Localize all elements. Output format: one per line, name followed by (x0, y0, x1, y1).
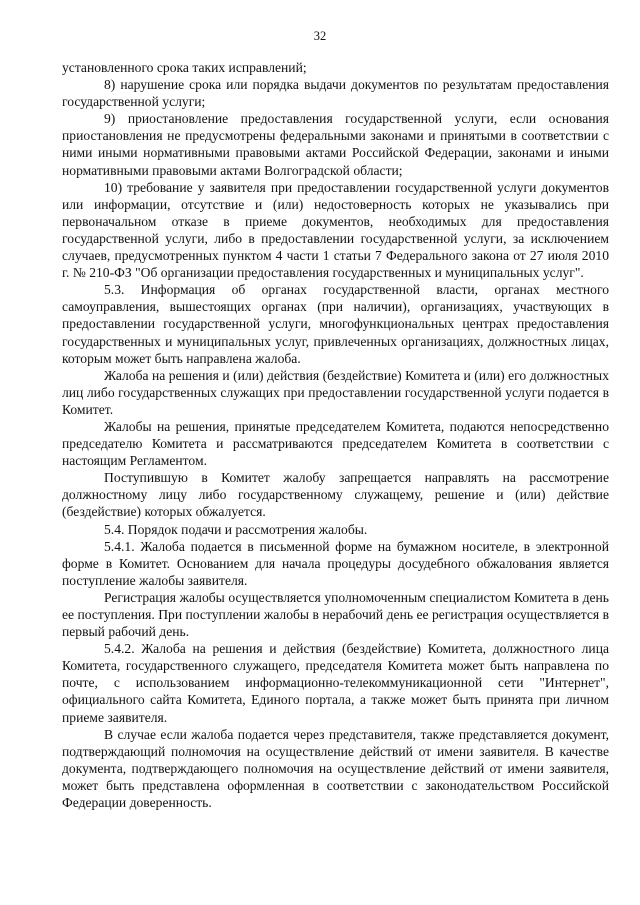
paragraph-5-4-2: 5.4.2. Жалоба на решения и действия (бездействие) Комитета, должностного лица Комитета, государственного служащего, председателя Комитета может быть направлена по почте, с использованием информационно-телекоммуникационной сети "Интернет", официального сайта Комитета, Единого портала, а также может быть принята при личном приеме заявителя. (62, 641, 609, 725)
page-number: 32 (313, 29, 327, 43)
paragraph-registration: Регистрация жалобы осуществляется уполномоченным специалистом Комитета в день ее поступления. При поступлении жалобы в нерабочий день ее регистрация осуществляется в первый рабочий день. (62, 589, 609, 640)
paragraph-complaint-committee: Жалоба на решения и (или) действия (бездействие) Комитета и (или) его должностных лиц либо государственных служащих при предоставлении государственной услуги подается в Комитет. (62, 367, 609, 417)
paragraph-5-3: 5.3. Информация об органах государственной власти, органах местного самоуправления, вышестоящих органах (при наличии), организациях, участвующих в предоставлении государственной услуги, многофункциональных центрах предоставления государственных и муниципальных услуг, привлеченных организациях, должностных лицах, которым может быть направлена жалоба. (62, 282, 609, 366)
paragraph-continuation: установленного срока таких исправлений; (62, 60, 307, 75)
paragraph-item-8: 8) нарушение срока или порядка выдачи документов по результатам предоставления государственной услуги; (62, 77, 609, 110)
paragraph-5-4-1: 5.4.1. Жалоба подается в письменной форме на бумажном носителе, в электронной форме в Комитет. Основанием для начала процедуры досудебного обжалования является поступление жалобы заявителя. (62, 538, 609, 588)
paragraph-representative: В случае если жалоба подается через представителя, также представляется документ, подтверждающий полномочия на осуществление действий от имени заявителя. В качестве документа, подтверждающего полномочия на осуществление действий от имени заявителя, может быть представлена оформленная в соответствии с законодательством Российской Федерации доверенность. (62, 726, 609, 811)
paragraph-item-10: 10) требование у заявителя при предоставлении государственной услуги документов или информации, отсутствие и (или) недостоверность которых не указывались при первоначальном отказе в приеме документов, необходимых для предоставления государственной услуги, либо в предоставлении государственной услуги, за исключением случаев, предусмотренных пунктом 4 части 1 статьи 7 Федерального закона от 27 июля 2010 г. № 210-ФЗ "Об организации предоставления государственных и муниципальных услуг". (62, 179, 609, 281)
paragraph-5-4: 5.4. Порядок подачи и рассмотрения жалобы. (104, 521, 368, 537)
document-body (62, 59, 609, 811)
paragraph-complaint-chairman: Жалобы на решения, принятые председателем Комитета, подаются непосредственно председателю Комитета и рассматриваются председателем Комитета в соответствии с настоящим Регламентом. (62, 418, 609, 469)
paragraph-item-9: 9) приостановление предоставления государственной услуги, если основания приостановления не предусмотрены федеральными законами и принятыми в соответствии с ними иными нормативными правовыми актами Российской Федерации, законами и иными нормативными правовыми актами Волгоградской области; (62, 111, 609, 178)
paragraph-complaint-forwarding: Поступившую в Комитет жалобу запрещается направлять на рассмотрение должностному лицу либо государственному служащему, решение и (или) действие (бездействие) которых обжалуется. (62, 470, 609, 520)
